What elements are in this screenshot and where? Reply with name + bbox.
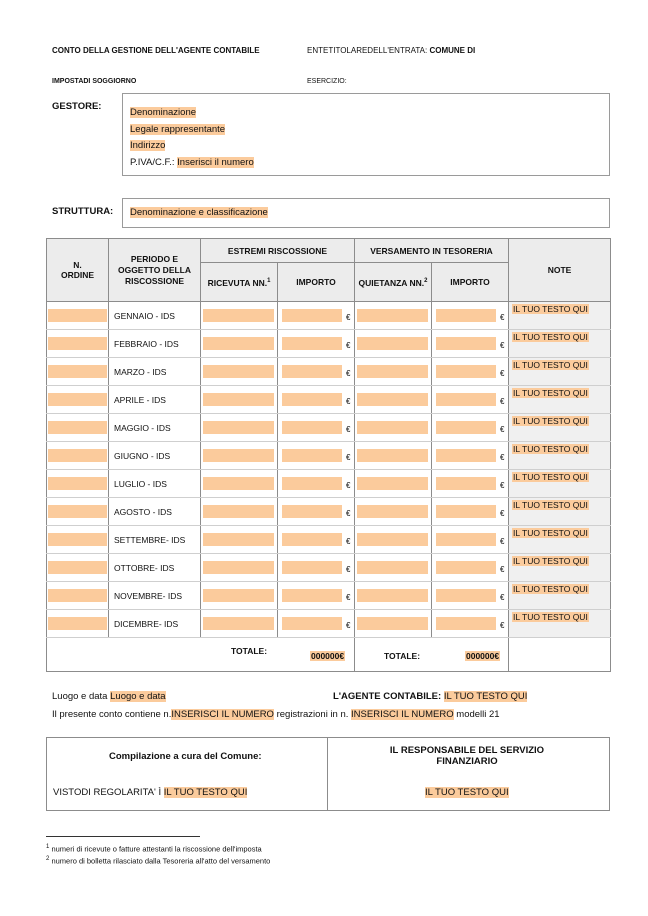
importo-versamento-cell [432, 358, 509, 386]
importo-riscossione-field[interactable] [282, 589, 342, 602]
importo-versamento-cell [432, 582, 509, 610]
ordine-field[interactable] [48, 449, 107, 462]
ricevuta-cell [201, 358, 278, 386]
quietanza-field[interactable] [357, 449, 428, 462]
note-field[interactable]: IL TUO TESTO QUI [513, 360, 588, 370]
ordine-cell [47, 554, 109, 582]
importo-versamento-cell [432, 414, 509, 442]
ricevuta-field[interactable] [203, 589, 274, 602]
ordine-cell [47, 442, 109, 470]
ricevuta-cell [201, 470, 278, 498]
importo-riscossione-field[interactable] [282, 617, 342, 630]
ordine-field[interactable] [48, 393, 107, 406]
totale-label-versamento: TOTALE: [384, 651, 421, 661]
importo-versamento-field[interactable] [436, 421, 496, 434]
periodo-cell: SETTEMBRE- IDS [109, 526, 201, 554]
quietanza-field[interactable] [357, 589, 428, 602]
totale-label-riscossione: TOTALE: [231, 646, 268, 656]
ordine-field[interactable] [48, 365, 107, 378]
importo-riscossione-field[interactable] [282, 505, 342, 518]
ordine-cell [47, 498, 109, 526]
note-cell [509, 442, 611, 470]
periodo-cell: NOVEMBRE- IDS [109, 582, 201, 610]
ricevuta-field[interactable] [203, 393, 274, 406]
ordine-cell [47, 386, 109, 414]
ordine-field[interactable] [48, 505, 107, 518]
ricevuta-cell [201, 554, 278, 582]
ricevuta-field[interactable] [203, 505, 274, 518]
note-cell [509, 554, 611, 582]
importo-riscossione-field[interactable] [282, 337, 342, 350]
gestore-legale-field[interactable]: Legale rappresentante [130, 123, 226, 135]
euro-sign: € [346, 453, 351, 462]
note-cell [509, 330, 611, 358]
ordine-cell [47, 470, 109, 498]
header-importo-riscossione: IMPORTO [278, 263, 355, 302]
table-row [47, 358, 611, 386]
gestore-label: GESTORE: [52, 101, 102, 112]
quietanza-cell [355, 414, 432, 442]
importo-versamento-field[interactable] [436, 561, 496, 574]
header-ordine: N. ORDINE [47, 239, 109, 302]
note-field[interactable]: IL TUO TESTO QUI [513, 584, 588, 594]
quietanza-cell [355, 470, 432, 498]
totale-riscossione-cell [47, 638, 355, 672]
luogo-label: Luogo e data [52, 691, 108, 702]
ordine-field[interactable] [48, 421, 107, 434]
importo-versamento-cell [432, 302, 509, 330]
responsabile-field-wrap [425, 787, 509, 798]
quietanza-field[interactable] [357, 421, 428, 434]
table-row [47, 302, 611, 330]
periodo-cell: AGOSTO - IDS [109, 498, 201, 526]
importo-riscossione-cell [278, 330, 355, 358]
quietanza-cell [355, 526, 432, 554]
ricevuta-cell [201, 414, 278, 442]
periodo-cell: MAGGIO - IDS [109, 414, 201, 442]
note-cell [509, 498, 611, 526]
importo-riscossione-cell [278, 414, 355, 442]
table-row [47, 526, 611, 554]
quietanza-cell [355, 554, 432, 582]
table-row [47, 610, 611, 638]
note-cell [509, 470, 611, 498]
euro-sign: € [500, 397, 505, 406]
conto-modelli-field[interactable]: INSERISCI IL NUMERO [351, 709, 454, 720]
importo-versamento-cell [432, 526, 509, 554]
ricevuta-cell [201, 498, 278, 526]
importo-riscossione-cell [278, 554, 355, 582]
euro-sign: € [500, 621, 505, 630]
note-field[interactable]: IL TUO TESTO QUI [513, 332, 588, 342]
importo-riscossione-cell [278, 526, 355, 554]
importo-versamento-cell [432, 470, 509, 498]
totale-value-riscossione[interactable]: 000000€ [311, 651, 345, 661]
table-row [47, 330, 611, 358]
note-field[interactable]: IL TUO TESTO QUI [513, 528, 588, 538]
note-field[interactable]: IL TUO TESTO QUI [513, 556, 588, 566]
importo-versamento-cell [432, 386, 509, 414]
euro-sign: € [500, 509, 505, 518]
riscossione-table [46, 238, 611, 672]
ricevuta-field[interactable] [203, 533, 274, 546]
table-row [47, 386, 611, 414]
header-versamento: VERSAMENTO IN TESORERIA [355, 239, 509, 263]
note-field[interactable]: IL TUO TESTO QUI [513, 500, 588, 510]
signature-box [46, 737, 610, 811]
ricevuta-cell [201, 330, 278, 358]
agente-field[interactable]: IL TUO TESTO QUI [443, 691, 528, 702]
periodo-cell: DICEMBRE- IDS [109, 610, 201, 638]
gestore-box [122, 93, 610, 176]
conto-mid-text: registrazioni in n. [276, 709, 349, 720]
importo-riscossione-field[interactable] [282, 421, 342, 434]
ricevuta-field[interactable] [203, 337, 274, 350]
quietanza-field[interactable] [357, 337, 428, 350]
ente-label: ENTETITOLAREDELL'ENTRATA: [307, 46, 428, 55]
importo-riscossione-cell [278, 582, 355, 610]
importo-riscossione-field[interactable] [282, 393, 342, 406]
quietanza-cell [355, 302, 432, 330]
table-row [47, 442, 611, 470]
totale-note-cell [509, 638, 611, 672]
note-field[interactable]: IL TUO TESTO QUI [513, 472, 588, 482]
note-cell [509, 526, 611, 554]
euro-sign: € [346, 537, 351, 546]
ricevuta-field[interactable] [203, 449, 274, 462]
ordine-cell [47, 414, 109, 442]
table-row [47, 582, 611, 610]
euro-sign: € [346, 481, 351, 490]
importo-riscossione-field[interactable] [282, 449, 342, 462]
periodo-cell: APRILE - IDS [109, 386, 201, 414]
importo-versamento-field[interactable] [436, 393, 496, 406]
importo-versamento-field[interactable] [436, 589, 496, 602]
luogo-line [52, 691, 166, 702]
struttura-box [122, 198, 610, 228]
quietanza-cell [355, 442, 432, 470]
ordine-field[interactable] [48, 309, 107, 322]
importo-versamento-field[interactable] [436, 477, 496, 490]
footnote-1: $^1$ numeri di ricevute o fatture attestanti la riscossione dell'imposta [46, 844, 262, 854]
ordine-field[interactable] [48, 477, 107, 490]
totale-versamento-cell [355, 638, 509, 672]
quietanza-field[interactable] [357, 561, 428, 574]
note-field[interactable]: IL TUO TESTO QUI [513, 304, 588, 314]
periodo-cell: GENNAIO - IDS [109, 302, 201, 330]
quietanza-cell [355, 386, 432, 414]
euro-sign: € [500, 453, 505, 462]
header-importo-versamento: IMPORTO [432, 263, 509, 302]
euro-sign: € [346, 621, 351, 630]
note-field[interactable]: IL TUO TESTO QUI [513, 388, 588, 398]
esercizio-label: ESERCIZIO: [307, 78, 347, 85]
importo-versamento-cell [432, 442, 509, 470]
table-row [47, 414, 611, 442]
visto-line [53, 787, 247, 798]
header-ricevuta: RICEVUTA NN.$^1$ [201, 263, 278, 302]
ordine-cell [47, 526, 109, 554]
conto-pre-text: Il presente conto contiene n. [52, 709, 172, 720]
ricevuta-field[interactable] [203, 421, 274, 434]
compilazione-label: Compilazione a cura del Comune: [109, 751, 262, 762]
piva-field[interactable]: Inserisci il numero [177, 156, 254, 168]
visto-field[interactable]: IL TUO TESTO QUI [163, 787, 248, 798]
ricevuta-field[interactable] [203, 309, 274, 322]
importo-versamento-field[interactable] [436, 617, 496, 630]
importo-versamento-cell [432, 498, 509, 526]
ente-value: COMUNE DI [429, 46, 476, 55]
euro-sign: € [346, 341, 351, 350]
struttura-field[interactable]: Denominazione e classificazione [130, 207, 268, 218]
document-title: CONTO DELLA GESTIONE DELL'AGENTE CONTABILE [52, 46, 260, 55]
quietanza-cell [355, 610, 432, 638]
importo-riscossione-cell [278, 386, 355, 414]
importo-versamento-field[interactable] [436, 309, 496, 322]
piva-label: P.IVA/C.F.: [130, 156, 175, 168]
note-field[interactable]: IL TUO TESTO QUI [513, 444, 588, 454]
periodo-cell: FEBBRAIO - IDS [109, 330, 201, 358]
euro-sign: € [346, 565, 351, 574]
euro-sign: € [346, 509, 351, 518]
agente-line [333, 691, 527, 702]
ordine-field[interactable] [48, 561, 107, 574]
ricevuta-field[interactable] [203, 561, 274, 574]
header-quietanza: QUIETANZA NN.$^2$ [355, 263, 432, 302]
euro-sign: € [500, 481, 505, 490]
ordine-field[interactable] [48, 337, 107, 350]
responsabile-label: IL RESPONSABILE DEL SERVIZIO FINANZIARIO [389, 745, 545, 767]
quietanza-field[interactable] [357, 533, 428, 546]
ricevuta-cell [201, 302, 278, 330]
periodo-cell: OTTOBRE- IDS [109, 554, 201, 582]
ordine-field[interactable] [48, 533, 107, 546]
ordine-cell [47, 330, 109, 358]
importo-riscossione-field[interactable] [282, 561, 342, 574]
note-cell [509, 302, 611, 330]
gestore-indirizzo-field[interactable]: Indirizzo [130, 140, 166, 151]
note-field[interactable]: IL TUO TESTO QUI [513, 416, 588, 426]
quietanza-cell [355, 498, 432, 526]
periodo-cell: MARZO - IDS [109, 358, 201, 386]
table-row [47, 554, 611, 582]
ricevuta-field[interactable] [203, 617, 274, 630]
table-row [47, 498, 611, 526]
ordine-cell [47, 358, 109, 386]
responsabile-field[interactable]: IL TUO TESTO QUI [425, 787, 509, 798]
ordine-field[interactable] [48, 617, 107, 630]
importo-riscossione-cell [278, 498, 355, 526]
euro-sign: € [500, 565, 505, 574]
note-cell [509, 386, 611, 414]
importo-riscossione-cell [278, 442, 355, 470]
quietanza-field[interactable] [357, 365, 428, 378]
quietanza-field[interactable] [357, 477, 428, 490]
importo-riscossione-cell [278, 470, 355, 498]
importo-riscossione-cell [278, 610, 355, 638]
ordine-cell [47, 582, 109, 610]
importo-versamento-field[interactable] [436, 337, 496, 350]
importo-versamento-cell [432, 610, 509, 638]
header-note: NOTE [509, 239, 611, 302]
struttura-label: STRUTTURA: [52, 206, 114, 217]
agente-label: L'AGENTE CONTABILE: [333, 691, 442, 702]
importo-riscossione-field[interactable] [282, 477, 342, 490]
ricevuta-cell [201, 582, 278, 610]
quietanza-field[interactable] [357, 505, 428, 518]
importo-versamento-cell [432, 554, 509, 582]
importo-versamento-cell [432, 330, 509, 358]
euro-sign: € [500, 341, 505, 350]
table-row [47, 470, 611, 498]
importo-riscossione-cell [278, 358, 355, 386]
note-cell [509, 414, 611, 442]
euro-sign: € [346, 425, 351, 434]
note-field[interactable]: IL TUO TESTO QUI [513, 612, 588, 622]
totale-value-versamento[interactable]: 000000€ [466, 651, 500, 661]
note-cell [509, 358, 611, 386]
quietanza-cell [355, 358, 432, 386]
ricevuta-field[interactable] [203, 477, 274, 490]
euro-sign: € [346, 397, 351, 406]
euro-sign: € [346, 369, 351, 378]
importo-versamento-field[interactable] [436, 449, 496, 462]
quietanza-field[interactable] [357, 617, 428, 630]
conto-registrazioni-field[interactable]: INSERISCI IL NUMERO [171, 709, 274, 720]
importo-riscossione-field[interactable] [282, 309, 342, 322]
header-estremi: ESTREMI RISCOSSIONE [201, 239, 355, 263]
ricevuta-cell [201, 442, 278, 470]
importo-versamento-field[interactable] [436, 505, 496, 518]
quietanza-field[interactable] [357, 309, 428, 322]
footnote-divider [46, 836, 200, 837]
importo-riscossione-field[interactable] [282, 365, 342, 378]
conto-line [52, 709, 500, 720]
euro-sign: € [500, 593, 505, 602]
note-cell [509, 582, 611, 610]
importo-riscossione-field[interactable] [282, 533, 342, 546]
periodo-cell: GIUGNO - IDS [109, 442, 201, 470]
importo-riscossione-cell [278, 302, 355, 330]
conto-post-text: modelli 21 [456, 709, 500, 720]
euro-sign: € [500, 537, 505, 546]
quietanza-cell [355, 582, 432, 610]
ricevuta-cell [201, 386, 278, 414]
euro-sign: € [500, 369, 505, 378]
note-cell [509, 610, 611, 638]
quietanza-field[interactable] [357, 393, 428, 406]
importo-versamento-field[interactable] [436, 533, 496, 546]
ordine-cell [47, 302, 109, 330]
header-periodo: PERIODO E OGGETTO DELLA RISCOSSIONE [109, 239, 201, 302]
ricevuta-cell [201, 610, 278, 638]
euro-sign: € [346, 593, 351, 602]
ricevuta-field[interactable] [203, 365, 274, 378]
importo-versamento-field[interactable] [436, 365, 496, 378]
gestore-denominazione-field[interactable]: Denominazione [130, 107, 197, 118]
visto-label: VISTODI REGOLARITA' Ì [53, 787, 162, 798]
euro-sign: € [346, 313, 351, 322]
euro-sign: € [500, 425, 505, 434]
ordine-field[interactable] [48, 589, 107, 602]
euro-sign: € [500, 313, 505, 322]
ente-line [307, 46, 475, 55]
imposta-label: IMPOSTADI SOGGIORNO [52, 78, 137, 85]
periodo-cell: LUGLIO - IDS [109, 470, 201, 498]
quietanza-cell [355, 330, 432, 358]
footnote-2: $^2$ numero di bolletta rilasciato dalla Tesoreria all'atto del versamento [46, 856, 271, 866]
luogo-field[interactable]: Luogo e data [110, 691, 166, 702]
ordine-cell [47, 610, 109, 638]
ricevuta-cell [201, 526, 278, 554]
